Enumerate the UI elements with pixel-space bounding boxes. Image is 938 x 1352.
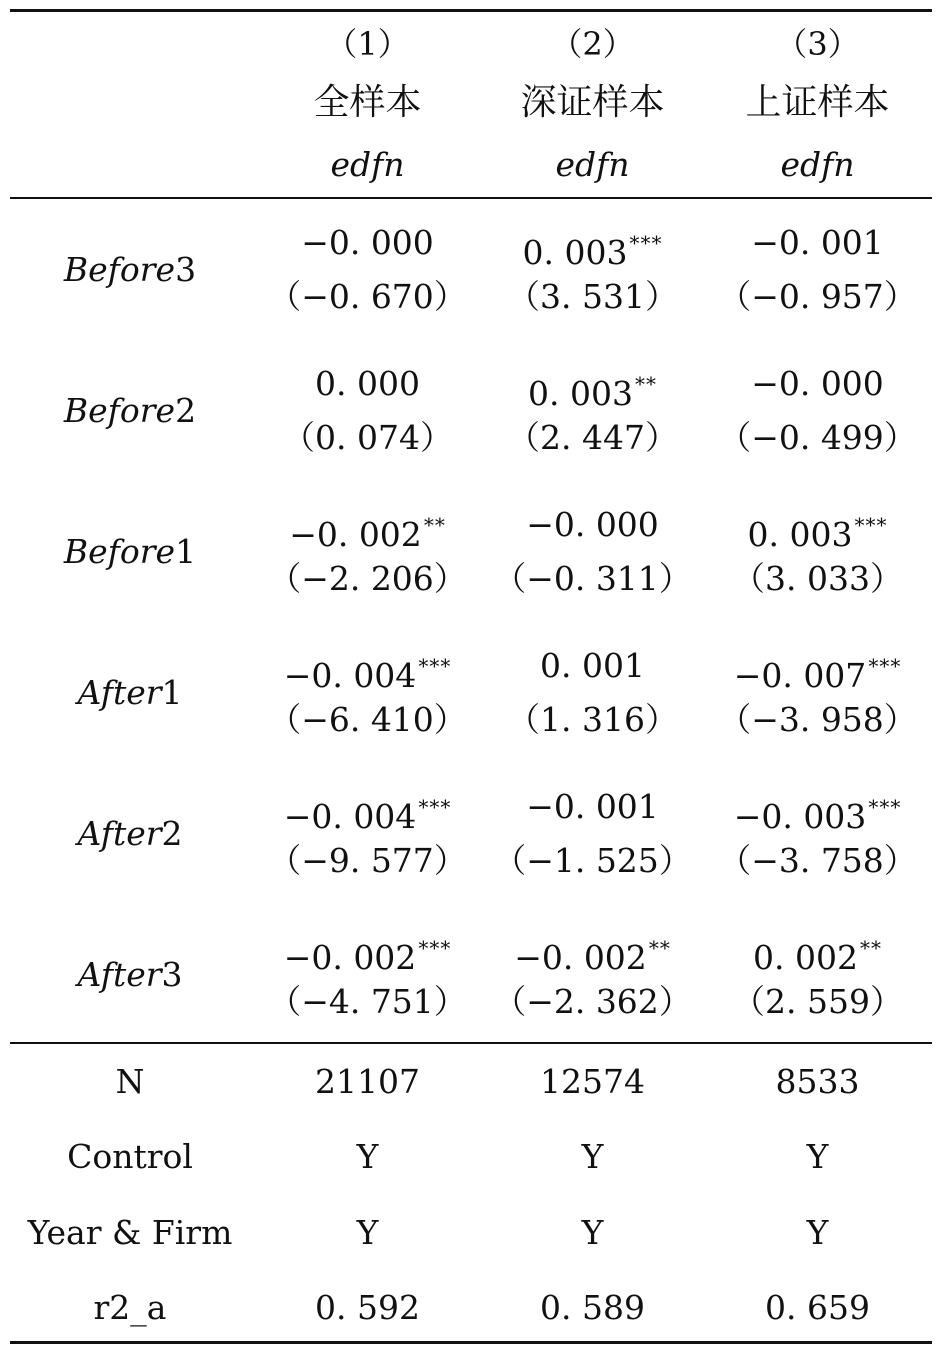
significance-stars: ***: [418, 795, 452, 819]
row-label-variable: Before: [63, 250, 176, 289]
coefficient-cell: [255, 504, 480, 554]
row-label-lag: 3: [161, 955, 183, 994]
coefficient-cell: [480, 363, 705, 413]
t-statistic: （3. 033）: [732, 559, 903, 598]
coefficient-value: −0. 001: [526, 787, 659, 826]
coefficient-value: 0. 002: [753, 938, 858, 977]
stat-value: 0. 592: [315, 1288, 420, 1327]
coefficient-value: −0. 002: [514, 938, 647, 977]
coefficient-value: −0. 000: [751, 364, 884, 403]
stat-value: 0. 659: [765, 1288, 870, 1327]
col3-sample-name: 上证样本: [745, 82, 890, 123]
stat-value: Y: [581, 1213, 604, 1252]
coefficient-cell: [255, 222, 480, 264]
row-label-variable: Before: [63, 532, 176, 571]
stats-rule: [10, 1042, 932, 1044]
t-statistic: （−0. 311）: [493, 559, 692, 598]
row-label-variable: After: [77, 955, 162, 994]
coefficient-cell: [255, 363, 480, 405]
significance-stars: ***: [418, 654, 452, 678]
coefficient-cell: [255, 645, 480, 695]
row-label: [10, 953, 250, 997]
stat-label: Year & Firm: [27, 1213, 233, 1252]
stat-label: N: [115, 1062, 145, 1101]
coefficient-value: 0. 003: [528, 374, 633, 413]
significance-stars: **: [423, 513, 446, 537]
row-label: [10, 248, 250, 292]
coefficient-value: −0. 002: [283, 938, 417, 977]
coefficient-cell: [705, 222, 930, 264]
row-label: [10, 530, 250, 574]
t-statistic: （−1. 525）: [493, 841, 692, 880]
row-label: [10, 671, 250, 715]
coefficient-cell: [705, 786, 930, 836]
significance-stars: **: [634, 372, 657, 396]
t-statistic: （−4. 751）: [268, 982, 467, 1021]
stat-label: Control: [67, 1137, 193, 1176]
row-label-lag: 1: [161, 673, 183, 712]
stat-value: 21107: [315, 1062, 420, 1101]
t-statistic: （2. 447）: [507, 418, 678, 457]
coefficient-cell: [480, 504, 705, 546]
t-statistic: （−3. 758）: [718, 841, 917, 880]
col3-dependent-var: edfn: [780, 145, 855, 184]
significance-stars: ***: [868, 654, 902, 678]
row-label: [10, 812, 250, 856]
t-statistic: （−3. 958）: [718, 700, 917, 739]
coefficient-cell: [705, 927, 930, 977]
stat-value: Y: [806, 1213, 829, 1252]
coefficient-value: −0. 007: [733, 656, 867, 695]
stat-value: 0. 589: [540, 1288, 645, 1327]
stat-value: 8533: [775, 1062, 860, 1101]
coefficient-cell: [480, 222, 705, 272]
col1-dependent-var: edfn: [330, 145, 405, 184]
significance-stars: ***: [868, 795, 902, 819]
row-label-variable: After: [77, 673, 162, 712]
coefficient-cell: [255, 927, 480, 977]
stat-value: Y: [581, 1137, 604, 1176]
row-label: [10, 389, 250, 433]
t-statistic: （−2. 362）: [493, 982, 692, 1021]
col1-sample-name: 全样本: [313, 82, 422, 123]
significance-stars: **: [859, 936, 882, 960]
coefficient-cell: [480, 927, 705, 977]
t-statistic: （1. 316）: [507, 700, 678, 739]
coefficient-cell: [705, 504, 930, 554]
coefficient-value: 0. 003: [747, 515, 853, 554]
stat-value: 12574: [540, 1062, 645, 1101]
header-rule: [10, 197, 932, 199]
coefficient-cell: [705, 363, 930, 405]
coefficient-value: 0. 001: [540, 646, 645, 685]
row-label-lag: 2: [161, 814, 183, 853]
col2-number: （2）: [550, 25, 635, 63]
coefficient-value: 0. 003: [522, 233, 628, 272]
significance-stars: **: [648, 936, 671, 960]
t-statistic: （−2. 206）: [268, 559, 467, 598]
t-statistic: （2. 559）: [732, 982, 903, 1021]
col2-sample-name: 深证样本: [520, 82, 665, 123]
row-label-lag: 1: [175, 532, 197, 571]
coefficient-cell: [705, 645, 930, 695]
coefficient-value: −0. 001: [751, 223, 884, 262]
row-label-lag: 3: [175, 250, 197, 289]
col3-number: （3）: [775, 25, 860, 63]
coefficient-cell: [480, 786, 705, 828]
significance-stars: ***: [629, 231, 663, 255]
coefficient-value: −0. 000: [301, 223, 434, 262]
coefficient-value: −0. 003: [733, 797, 867, 836]
coefficient-cell: [480, 645, 705, 687]
t-statistic: （−0. 957）: [718, 277, 917, 316]
stat-value: Y: [806, 1137, 829, 1176]
coefficient-value: −0. 004: [283, 797, 417, 836]
row-label-variable: Before: [63, 391, 176, 430]
row-label-lag: 2: [175, 391, 197, 430]
row-label-variable: After: [77, 814, 162, 853]
table-bottom-rule: [10, 1341, 932, 1344]
coefficient-value: −0. 004: [283, 656, 417, 695]
t-statistic: （−0. 499）: [718, 418, 917, 457]
t-statistic: （0. 074）: [282, 418, 453, 457]
t-statistic: （3. 531）: [507, 277, 678, 316]
t-statistic: （−0. 670）: [268, 277, 467, 316]
t-statistic: （−9. 577）: [268, 841, 467, 880]
col1-number: （1）: [325, 25, 410, 63]
t-statistic: （−6. 410）: [268, 700, 467, 739]
significance-stars: ***: [418, 936, 452, 960]
stat-value: Y: [356, 1213, 379, 1252]
stat-label: r2_a: [93, 1288, 167, 1327]
table-top-rule: [10, 9, 932, 12]
coefficient-value: 0. 000: [315, 364, 420, 403]
coefficient-value: −0. 000: [526, 505, 659, 544]
significance-stars: ***: [854, 513, 888, 537]
col2-dependent-var: edfn: [555, 145, 630, 184]
coefficient-cell: [255, 786, 480, 836]
coefficient-value: −0. 002: [289, 515, 422, 554]
stat-value: Y: [356, 1137, 379, 1176]
